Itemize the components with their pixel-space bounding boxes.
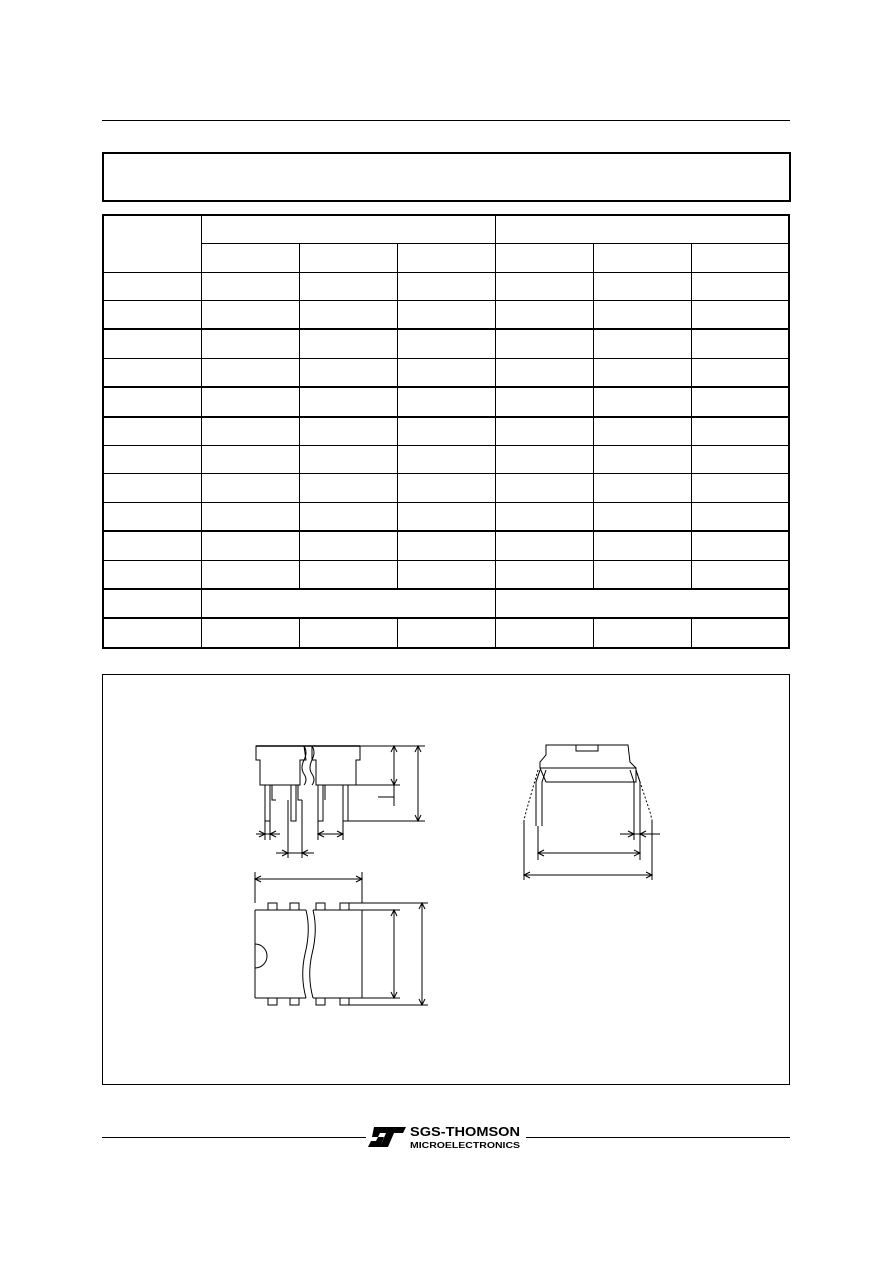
- logo-wordmark: [410, 1123, 530, 1151]
- svg-text:SGS-THOMSON: SGS-THOMSON: [410, 1124, 520, 1139]
- svg-text:MICROELECTRONICS: MICROELECTRONICS: [410, 1141, 521, 1150]
- side-view-leads: [265, 785, 348, 821]
- side-view-body-left: [256, 746, 306, 785]
- top-view-dims: [255, 872, 428, 1005]
- top-view-body: [255, 903, 362, 1005]
- end-view-body: [540, 745, 636, 782]
- side-view-body-right: [312, 746, 360, 785]
- sgs-thomson-logo: [366, 1123, 526, 1151]
- end-view-dims: [524, 820, 660, 880]
- end-view-leads: [524, 770, 652, 826]
- side-view-pitch-dims: [256, 800, 343, 858]
